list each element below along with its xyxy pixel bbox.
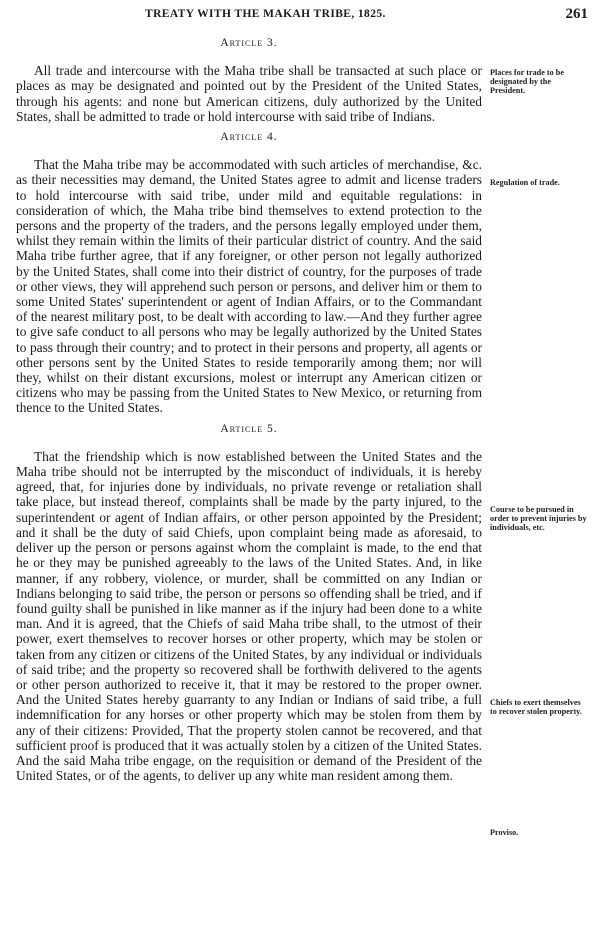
sidenote-regulation: Regulation of trade. [490,178,560,187]
sidenote-injuries: Course to be pursued in order to prevent injuries by individuals, etc. [490,505,587,532]
sidenote-stolen-property: Chiefs to exert themselves to recover stolen property. [490,698,582,716]
treaty-text [16,36,482,789]
page-header [0,8,600,26]
article-3-heading: Article 3. [220,37,278,49]
article-4-text: That the Maha tribe may be accommodated with such articles of merchandise, &c. as their necessities may demand, the United States agree to admit and license traders to hold intercourse with said tribe, under mild and equitable regulations: in consideration of which, the Maha tribe bind themselves to extend protection to the persons and the property of the traders, and the persons legally employed under them, whilst they remain within the limits of their particular district of country. And the said Maha tribe further agree, that if any foreigner, or other person not legally authorized by the United States, shall come into their district of country, for the purposes of trade or other views, they will apprehend such person or persons, and deliver him or them to some United States' superintendent or agent of Indian Affairs, or to the Commandant of the nearest military post, to be dealt with according to law.—And they further agree to give safe conduct to all persons who may be legally authorized by the United States to pass through their country; and to protect in their persons and property, all agents or other persons sent by the United States to reside temporarily among them; nor will they, whilst on their distant excursions, molest or interrupt any American citizen or citizens who may be passing from the United States to New Mexico, or returning from thence to the United States. [16,157,482,416]
running-head: TREATY WITH THE MAKAH TRIBE, 1825. [145,8,386,20]
sidenote-trade-places: Places for trade to be designated by the President. [490,68,564,95]
page-number: 261 [565,6,588,22]
sidenote-proviso: Proviso. [490,828,519,837]
article-3-text: All trade and intercourse with the Maha tribe shall be transacted at such place or places as may be designated and pointed out by the President of the United States, through his agents: and none but American citizens, duly authorized by the United States, shall be admitted to trade or hold intercourse with said tribe of Indians. [16,63,482,124]
article-5-heading: Article 5. [220,422,278,435]
article-4-heading: Article 4. [220,131,278,144]
article-5-text: That the friendship which is now established between the United States and the Maha tribe should not be interrupted by the misconduct of individuals, it is hereby agreed, that, for injuries done by individuals, no private revenge or retaliation shall take place, but instead thereof, complaints shall be made by the party injured, to the superintendent or agent of Indian affairs, or other person appointed by the President; and it shall be the duty of said Chiefs, upon complaint being made as aforesaid, to deliver up the person or persons against whom the complaint is made, to the end that he or they may be punished agreeably to the laws of the United States. And, in like manner, if any robbery, violence, or murder, shall be committed on any Indian or Indians belonging to said tribe, the person or persons so offending shall be tried, and if found guilty shall be punished in like manner as if the injury had been done to a white man. And it is agreed, that the Chiefs of said Maha tribe shall, to the utmost of their power, exert themselves to recover horses or other property, which may be stolen or taken from any citizen or citizens of the United States, by any individual or individuals of said tribe; and the property so recovered shall be forthwith delivered to the agents or other person authorized to receive it, that it may be restored to the proper owner. And the United States hereby guarranty to any Indian or Indians of said tribe, a full indemnification for any horses or other property which may be stolen from them by any of their citizens: Provided, That the property stolen cannot be recovered, and that sufficient proof is produced that it was actually stolen by a citizen of the United States. And the said Maha tribe engage, on the requisition or demand of the President of the United States, or of the agents, to deliver up any white man resident among them. [16,448,482,784]
